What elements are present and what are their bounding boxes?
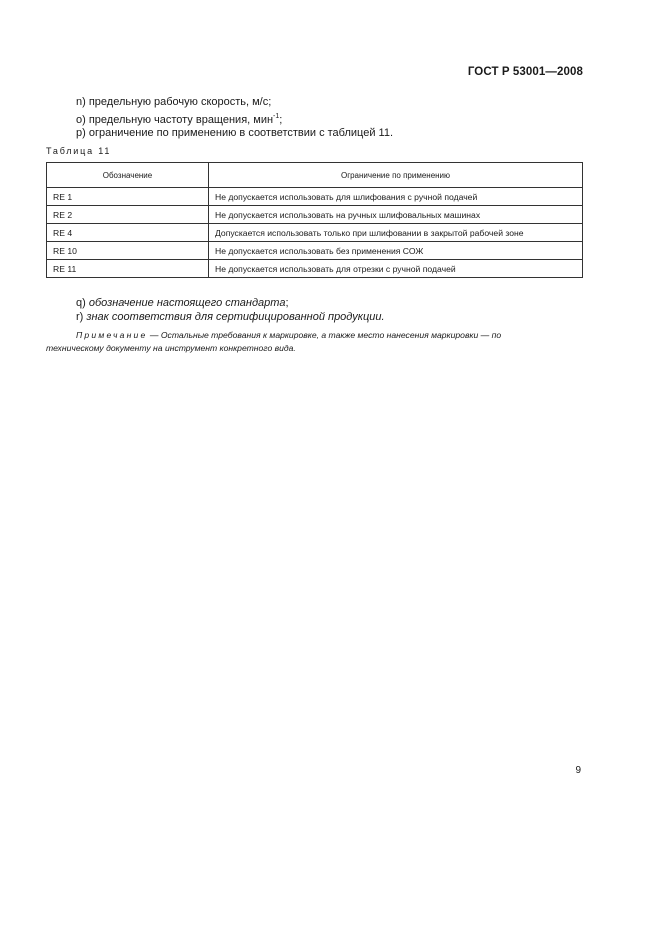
marking-items-list-continued (76, 297, 385, 324)
restrictions-table (46, 162, 583, 278)
table-caption: Таблица 11 (46, 146, 112, 156)
item-marker: о) (76, 113, 86, 126)
designation-cell: RE 1 (47, 188, 209, 206)
list-item (76, 127, 393, 141)
table-row (47, 188, 583, 206)
restriction-cell: Допускается использовать только при шлифовании в закрытой рабочей зоне (209, 224, 583, 242)
page-number: 9 (575, 765, 581, 776)
item-suffix: ; (285, 297, 289, 309)
item-text: предельную частоту вращения, мин (88, 113, 274, 126)
item-text: обозначение настоящего стандарта (88, 297, 286, 309)
list-item (76, 96, 393, 110)
table-row (47, 242, 583, 260)
item-text: предельную рабочую скорость, м/с; (88, 96, 272, 108)
column-header-restriction: Ограничение по применению (209, 163, 583, 188)
list-item (76, 297, 385, 311)
table-row (47, 224, 583, 242)
table-row (47, 260, 583, 278)
item-text: знак соответствия для сертифицированной продукции. (86, 310, 385, 323)
designation-cell: RE 2 (47, 206, 209, 224)
note-text-line1: — Остальные требования к маркировке, а также место нанесения маркировки — по (149, 330, 502, 340)
restriction-cell: Не допускается использовать без применения СОЖ (209, 242, 583, 260)
marking-items-list (76, 96, 393, 141)
note-text-line2: техническому документу на инструмент конкретного вида. (46, 343, 296, 353)
document-header-standard: ГОСТ Р 53001—2008 (467, 66, 583, 78)
note-paragraph (46, 329, 584, 355)
item-text: ограничение по применению в соответствии с таблицей 11. (88, 127, 394, 139)
unit-exponent: -1 (273, 112, 280, 120)
note-label: Примечание (76, 330, 148, 340)
item-marker: r) (76, 310, 84, 323)
designation-cell: RE 10 (47, 242, 209, 260)
item-marker: n) (76, 96, 86, 108)
item-marker: р) (76, 127, 86, 139)
restriction-cell: Не допускается использовать для отрезки с ручной подачей (209, 260, 583, 278)
list-item (76, 110, 393, 128)
list-item (76, 311, 385, 325)
restriction-cell: Не допускается использовать для шлифования с ручной подачей (209, 188, 583, 206)
restriction-cell: Не допускается использовать на ручных шлифовальных машинах (209, 206, 583, 224)
table-header-row (47, 163, 583, 188)
column-header-designation: Обозначение (47, 163, 209, 188)
item-marker: q) (76, 297, 86, 309)
designation-cell: RE 11 (47, 260, 209, 278)
table-row (47, 206, 583, 224)
designation-cell: RE 4 (47, 224, 209, 242)
item-suffix: ; (279, 113, 283, 126)
